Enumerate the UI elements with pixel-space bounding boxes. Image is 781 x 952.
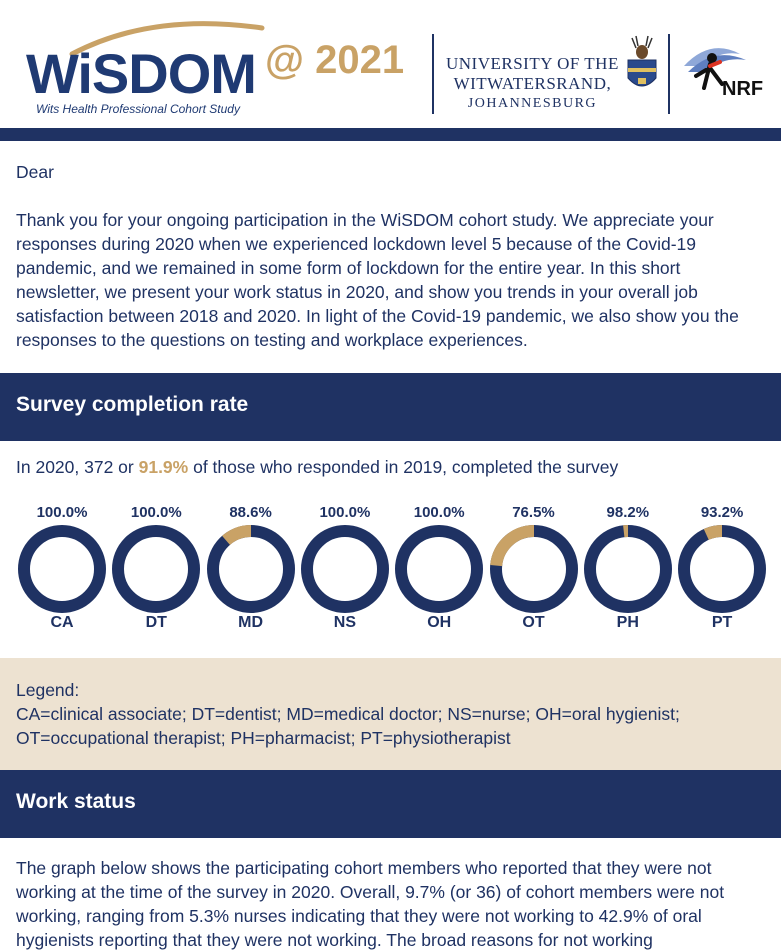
survey-section-bar	[0, 373, 781, 441]
donut-pt	[675, 500, 769, 636]
university-line-1: UNIVERSITY OF THE	[446, 54, 619, 73]
donut-ca	[15, 500, 109, 636]
survey-section-title: Survey completion rate	[16, 393, 249, 416]
university-line-2: WITWATERSRAND,	[453, 74, 612, 93]
donut-oh	[392, 500, 486, 636]
donut-ring	[490, 525, 578, 613]
donut-category-label: CA	[50, 614, 74, 631]
university-name	[446, 54, 619, 114]
donut-category-label: DT	[145, 614, 167, 631]
donut-category-label: PH	[616, 614, 639, 631]
donut-ph	[581, 500, 675, 636]
completion-summary	[16, 457, 618, 478]
donut-category-label: OH	[427, 614, 452, 631]
greeting: Dear	[16, 162, 54, 182]
completion-post: of those who responded in 2019, completed the survey	[188, 457, 619, 477]
donut-value-label: 93.2%	[700, 504, 744, 521]
donut-md	[204, 500, 298, 636]
header-bar	[0, 128, 781, 141]
donut-value-label: 76.5%	[512, 504, 555, 521]
page-header	[0, 0, 781, 128]
university-line-3: JOHANNESBURG	[467, 96, 598, 111]
work-status-paragraph: The graph below shows the participating cohort members who reported that they were not working at the time of the survey in 2020. Overall, 9.7% (or 36) of cohort members were not working, ranging from 5.3% nurses indicating that they were not working to 42.9% of oral hygienists reporting that they were not working. The broad reasons for not working	[16, 858, 725, 950]
completion-highlight: 91.9%	[138, 457, 189, 477]
donut-ring	[678, 525, 766, 613]
completion-pre: In 2020, 372 or	[16, 457, 139, 477]
donut-completed-arc	[684, 531, 760, 607]
donut-value-label: 88.6%	[229, 504, 272, 521]
donut-category-label: MD	[238, 614, 264, 631]
university-crest-icon	[624, 34, 660, 96]
logo-subtitle: Wits Health Professional Cohort Study	[36, 102, 240, 116]
donut-ring	[301, 525, 389, 613]
legend-heading: Legend:	[16, 680, 80, 700]
donut-category-label: PT	[711, 614, 733, 631]
donut-ring	[584, 525, 672, 613]
legend-body: CA=clinical associate; DT=dentist; MD=medical doctor; NS=nurse; OH=oral hygienist; OT=occupational therapist; PH=pharmacist; PT=physiotherapist	[16, 704, 680, 748]
donut-completed-arc	[24, 531, 100, 607]
legend-box	[0, 658, 781, 770]
donut-completed-arc	[401, 531, 477, 607]
logo-word: WiSDOM	[26, 42, 256, 105]
donut-value-label: 100.0%	[36, 504, 88, 521]
donut-ot	[487, 500, 581, 636]
donut-completed-arc	[118, 531, 194, 607]
intro-paragraph: Thank you for your ongoing participation in the WiSDOM cohort study. We appreciate your responses during 2020 when we experienced lockdown level 5 because of the Covid-19 pandemic, and we remained in some form of lockdown for the entire year. In this short newsletter, we present your work status in 2020, and show you trends in your overall job satisfaction between 2018 and 2020. In light of the Covid-19 pandemic, we also show you the responses to the questions on testing and workplace experiences.	[16, 210, 739, 350]
donut-ring	[207, 525, 295, 613]
donut-value-label: 100.0%	[319, 504, 371, 521]
donut-ring	[395, 525, 483, 613]
year-tag: @ 2021	[265, 38, 405, 82]
header-divider-2	[668, 34, 670, 114]
donut-value-label: 98.2%	[606, 504, 650, 521]
donut-ns	[298, 500, 392, 636]
header-divider	[432, 34, 434, 114]
donut-completed-arc	[307, 531, 383, 607]
wisdom-logo	[22, 18, 272, 122]
work-status-title: Work status	[16, 790, 136, 813]
donut-category-label: OT	[522, 614, 545, 631]
donut-category-label: NS	[333, 614, 356, 631]
nrf-label: NRF	[722, 78, 764, 100]
donut-value-label: 100.0%	[413, 504, 465, 521]
donut-completed-arc	[590, 531, 666, 607]
legend-text	[16, 678, 776, 750]
donut-ring	[18, 525, 106, 613]
donut-completed-arc	[213, 531, 289, 607]
donut-value-label: 100.0%	[130, 504, 182, 521]
donut-ring	[112, 525, 200, 613]
work-status-section-bar	[0, 770, 781, 838]
donut-dt	[109, 500, 203, 636]
